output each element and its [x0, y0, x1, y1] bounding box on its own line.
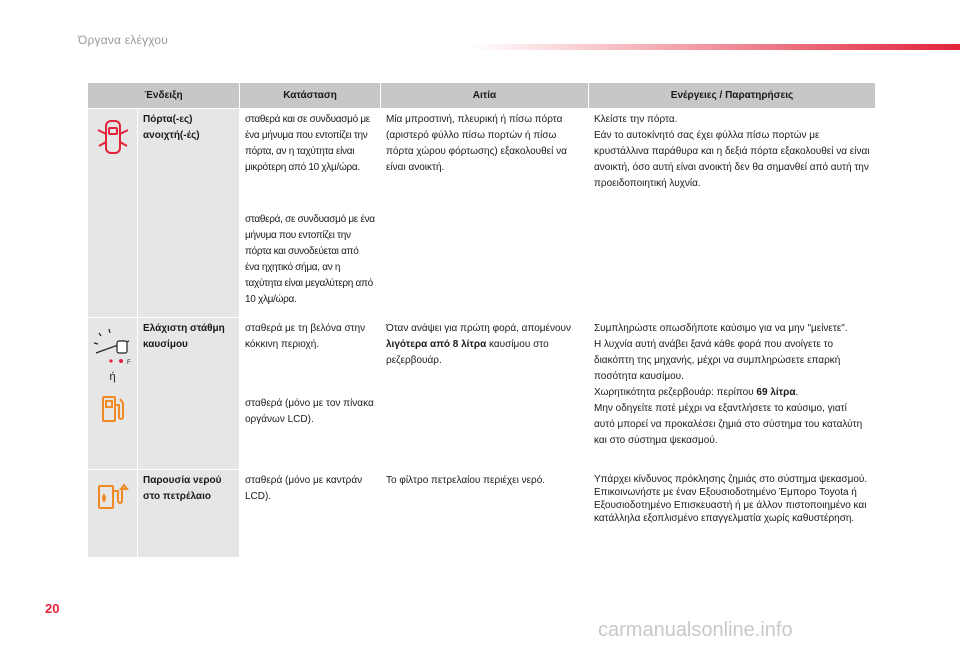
cause-cell — [381, 318, 589, 470]
icon-cell — [88, 109, 138, 318]
col-header-actions: Ενέργειες / Παρατηρήσεις — [589, 83, 876, 109]
actions-cell: Κλείστε την πόρτα. Εάν το αυτοκίνητό σας έχει φύλλα πίσω πορτών με κρυστάλλινα παράθυρα και η δεξιά πόρτα εξακολουθεί να είναι ανοικτή, όσο αυτή είναι ανοικτή δεν θα σημανθεί από αυτή την προειδοποιητική λυχνία. — [589, 109, 876, 318]
indicator-table — [87, 82, 876, 558]
svg-text:F: F — [126, 360, 131, 366]
state-cell: σταθερά, σε συνδυασμό με ένα μήνυμα που εντοπίζει την πόρτα και συνοδεύεται από ένα ηχητικό σήμα, αν η ταχύτητα είναι μεγαλύτερη από 10 χλμ/ώρα. — [240, 209, 381, 318]
cause-bold: λιγότερα από 8 λίτρα — [386, 339, 487, 350]
capacity-text-end: . — [795, 387, 799, 398]
fuel-pump-icon — [100, 393, 126, 425]
state-cell: σταθερά (μόνο με καντράν LCD). — [240, 470, 381, 558]
table-header-row — [88, 83, 876, 109]
indicator-name: Πόρτα(-ες) ανοιχτή(-ές) — [138, 109, 240, 318]
indicator-name: Ελάχιστη στάθμη καυσίμου — [138, 318, 240, 470]
actions-cell: Υπάρχει κίνδυνος πρόκλησης ζημιάς στο σύστημα ψεκασμού. Επικοινωνήστε με έναν Εξουσιοδοτημένο Έμπορο Toyota ή Εξουσιοδοτημένο Επισκευαστή ή με άλλον πιστοποιημένο και κατάλληλα εξοπλισμένο επαγγελματία χωρίς καθυστέρηση. — [589, 470, 876, 558]
actions-para: Η λυχνία αυτή ανάβει ξανά κάθε φορά που ανοίγετε το διακόπτη της μηχανής, μέχρι να συμπληρώσετε επαρκή ποσότητα καυσίμου. — [594, 339, 841, 382]
state-cell: σταθερά με τη βελόνα στην κόκκινη περιοχή. — [240, 318, 381, 393]
actions-para — [594, 385, 870, 401]
actions-para: Μην οδηγείτε ποτέ μέχρι να εξαντλήσετε το καύσιμο, γιατί αυτό μπορεί να προκαλέσει ζημιά στο σύστημα του καταλύτη και στο σύστημα ψεκασμού. — [594, 403, 863, 446]
state-cell: σταθερά (μόνο με τον πίνακα οργάνων LCD). — [240, 393, 381, 470]
col-header-state: Κατάσταση — [240, 83, 381, 109]
cause-cell: Μία μπροστινή, πλευρική ή πίσω πόρτα (αριστερό φύλλο πίσω πορτών ή πίσω πόρτα χώρου φόρτωσης) εξακολουθεί να είναι ανοικτή. — [381, 109, 589, 318]
col-header-cause: Αιτία — [381, 83, 589, 109]
table-row — [88, 109, 876, 209]
water-in-fuel-icon — [96, 481, 130, 511]
capacity-value: 69 λίτρα — [756, 387, 796, 398]
or-label: ή — [109, 371, 116, 383]
table-row — [88, 318, 876, 393]
indicator-name: Παρουσία νερού στο πετρέλαιο — [138, 470, 240, 558]
header-accent-bar — [470, 44, 960, 50]
watermark: carmanualsonline.info — [598, 619, 793, 641]
col-header-indicator: Ένδειξη — [88, 83, 240, 109]
page-header-title: Όργανα ελέγχου — [78, 33, 169, 47]
table-row — [88, 470, 876, 558]
cause-text-end: καυσίμου στο ρεζερβουάρ. — [386, 339, 549, 366]
page-number: 20 — [45, 601, 60, 616]
cause-text: Όταν ανάψει για πρώτη φορά, απομένουν — [386, 323, 572, 334]
fuel-gauge-icon — [91, 327, 135, 367]
state-cell: σταθερά και σε συνδυασμό με ένα μήνυμα που εντοπίζει την πόρτα, αν η ταχύτητα είναι μικρότερη από 10 χλμ/ώρα. — [240, 109, 381, 209]
cause-cell: Το φίλτρο πετρελαίου περιέχει νερό. — [381, 470, 589, 558]
actions-para: Συμπληρώστε οπωσδήποτε καύσιμο για να μην "μείνετε". — [594, 323, 848, 334]
icon-cell — [88, 318, 138, 470]
icon-cell — [88, 470, 138, 558]
actions-cell — [589, 318, 876, 470]
capacity-text: Χωρητικότητα ρεζερβουάρ: περίπου — [594, 387, 757, 398]
door-open-warning-icon — [96, 118, 130, 158]
